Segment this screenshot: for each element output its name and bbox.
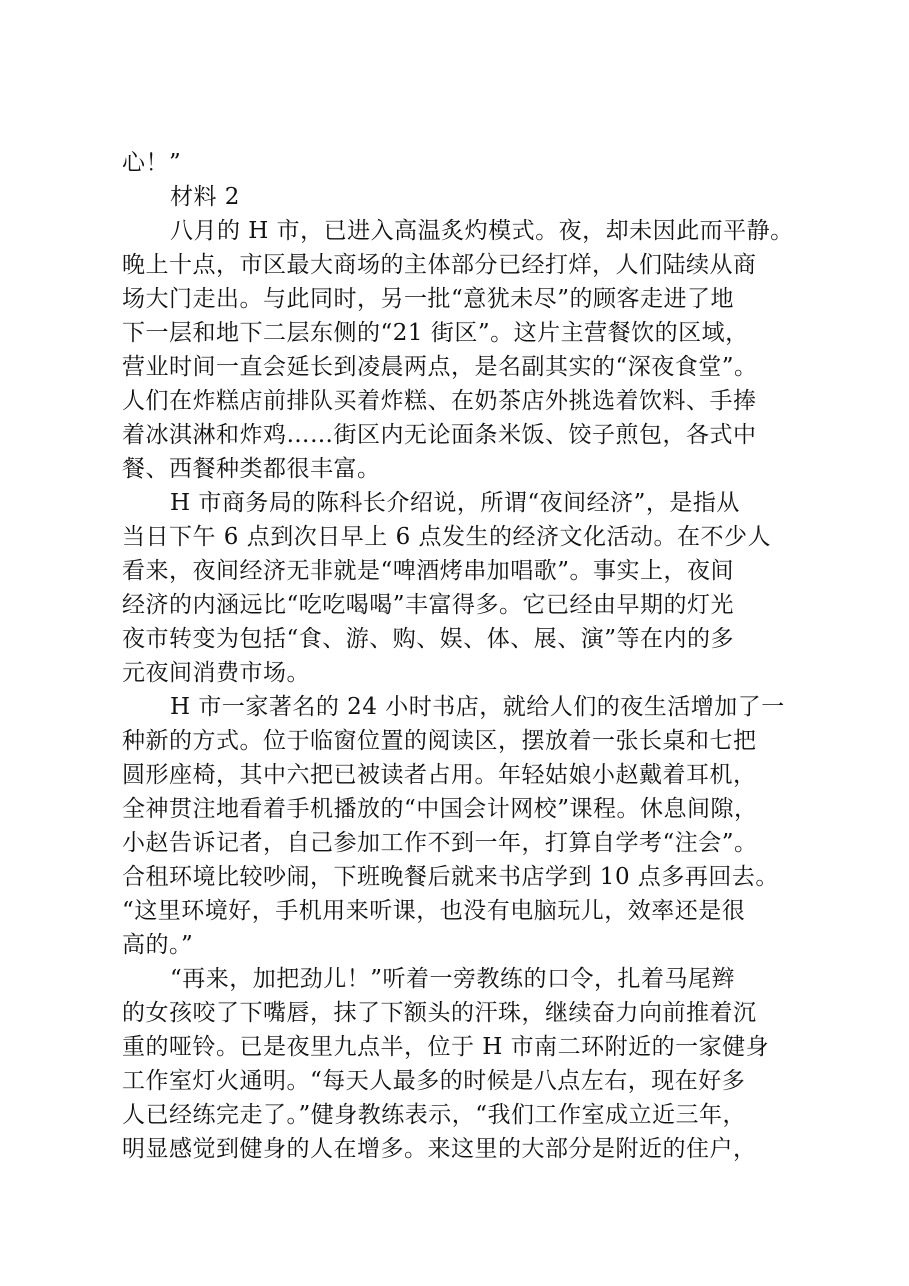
text-line: 重的哑铃。已是夜里九点半，位于 H 市南二环附近的一家健身 — [122, 1034, 770, 1060]
text-line: 场大门走出。与此同时，另一批“意犹未尽”的顾客走进了地 — [122, 286, 735, 312]
text-line: 营业时间一直会延长到凌晨两点，是名副其实的“深夜食堂”。 — [122, 354, 758, 380]
text-line: 小赵告诉记者，自己参加工作不到一年，打算自学考“注会”。 — [122, 830, 758, 856]
text-line: 人们在炸糕店前排队买着炸糕、在奶茶店外挑选着饮料、手捧 — [122, 388, 757, 414]
text-line: 圆形座椅，其中六把已被读者占用。年轻姑娘小赵戴着耳机， — [122, 762, 757, 788]
text-line: 餐、西餐种类都很丰富。 — [122, 456, 381, 482]
text-line: 当日下午 6 点到次日早上 6 点发生的经济文化活动。在不少人 — [122, 524, 772, 550]
text-line: 心！” — [122, 150, 182, 176]
text-line: “这里环境好，手机用来听课，也没有电脑玩儿，效率还是很 — [122, 898, 746, 924]
text-line: 着冰淇淋和炸鸡……街区内无论面条米饭、饺子煎包，各式中 — [122, 422, 757, 448]
text-line: 下一层和地下二层东侧的“21 街区”。这片主营餐饮的区域， — [122, 320, 749, 346]
text-line: 高的。” — [122, 932, 194, 958]
text-line: 明显感觉到健身的人在增多。来这里的大部分是附近的住户， — [122, 1136, 757, 1162]
text-line: 晚上十点，市区最大商场的主体部分已经打烊，人们陆续从商 — [122, 252, 757, 278]
text-line: H 市商务局的陈科长介绍说，所谓“夜间经济”，是指从 — [170, 490, 740, 516]
text-line: 人已经练完走了。”健身教练表示，“我们工作室成立近三年， — [122, 1102, 747, 1128]
document-body — [122, 146, 792, 1166]
text-line: 经济的内涵远比“吃吃喝喝”丰富得多。它已经由早期的灯光 — [122, 592, 735, 618]
text-line: 种新的方式。位于临窗位置的阅读区，摆放着一张长桌和七把 — [122, 728, 757, 754]
text-line: “再来，加把劲儿！”听着一旁教练的口令，扎着马尾辫 — [170, 966, 736, 992]
text-line: 八月的 H 市，已进入高温炙灼模式。夜，却未因此而平静。 — [170, 218, 794, 244]
text-line: 夜市转变为包括“食、游、购、娱、体、展、演”等在内的多 — [122, 626, 735, 652]
text-line: 合租环境比较吵闹，下班晚餐后就来书店学到 10 点多再回去。 — [122, 864, 779, 890]
text-line: 看来，夜间经济无非就是“啤酒烤串加唱歌”。事实上，夜间 — [122, 558, 735, 584]
text-line: 元夜间消费市场。 — [122, 660, 310, 686]
section-heading: 材料 2 — [170, 184, 240, 210]
text-line: 的女孩咬了下嘴唇，抹了下额头的汗珠，继续奋力向前推着沉 — [122, 1000, 757, 1026]
text-line: H 市一家著名的 24 小时书店，就给人们的夜生活增加了一 — [170, 694, 785, 720]
text-line: 全神贯注地看着手机播放的“中国会计网校”课程。休息间隙， — [122, 796, 758, 822]
text-line: 工作室灯火通明。“每天人最多的时候是八点左右，现在好多 — [122, 1068, 746, 1094]
